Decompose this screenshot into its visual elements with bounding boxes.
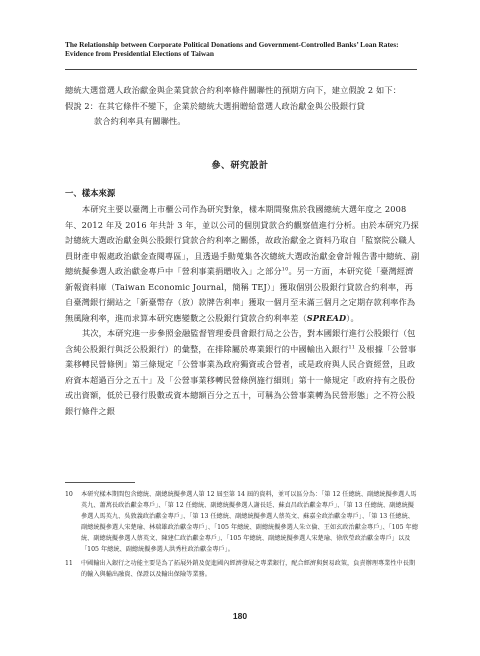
p1-text-a: 本研究主要以臺灣上市櫃公司作為研究對象，樣本期間聚焦於我國總統大選年度之 2008 年、2012 年及 2016 年共計 3 年，並以公司的個別貸款合約觀察值進行分析。由於本研究乃探討總統大選政治獻金與公股銀行貸款合約利率之關係，故政治獻金之資料乃取自「監察院公職人員財產申報處政治獻金查閱專區」，且透過手動蒐集各次總統大選政治獻金會計報告書中總統、副總統擬參選人政治獻金專戶中「營利事業捐贈收入」之部分	[65, 204, 420, 276]
sample-paragraph-1	[65, 202, 420, 326]
p2-text-b: 及根據「公營事業移轉民營條例」第三條規定「公營事業為政府獨資或合營者，或是政府與人民合資經營，且政府資本超過百分之五十」及「公營事業移轉民營條例施行細則」第十一條規定「政府持有之股份或出資額，低於已發行股數或資本總額百分之五十，可稱為公營事業轉為民營形態」之不符公股銀行條件之銀	[65, 343, 417, 416]
p1-text-b: 。另一方面，本研究從「臺灣經濟新報資料庫（Taiwan Economic Journal，簡稱 TEJ）」獲取個別公股銀行貸款合約利率，再自臺灣銀行網站之「新臺幣存（放）款牌告利率」獲取一個月至未滿三個月之定期存款利率作為無風險利率，進而求算本研究應變數之公股銀行貸款合約利率差（	[65, 266, 416, 323]
intro-paragraph: 總統大選當選人政治獻金與企業貸款合約利率條件關聯性的預期方向下，建立假說 2 如下：	[65, 85, 402, 95]
subsection-title: 一、樣本來源	[65, 188, 116, 198]
footnotes	[65, 490, 420, 585]
page-number: 180	[232, 611, 248, 621]
header-divider	[65, 69, 417, 70]
footnote-10	[65, 490, 420, 555]
footnote-number: 11	[65, 560, 73, 568]
footnote-divider	[65, 482, 135, 483]
footnote-11	[65, 559, 420, 581]
running-header-line1: The Relationship between Corporate Political Donations and Government-Controlled Banks’ Loan Rates:	[65, 40, 399, 49]
running-header-line2: Evidence from Presidential Elections of Taiwan	[65, 49, 214, 58]
spread-variable: SPREAD	[306, 312, 347, 323]
intro-block	[65, 83, 420, 130]
sample-paragraph-2	[65, 326, 420, 419]
p1-text-c: ）。	[346, 312, 359, 323]
footnote-ref-10: 10	[281, 266, 289, 273]
running-header	[65, 40, 425, 58]
footnote-ref-11: 11	[348, 343, 356, 350]
section-title: 參、研究設計	[211, 161, 269, 171]
main-body	[65, 202, 420, 419]
p2-text-a: 其次，本研究進一步參照金融監督管理委員會銀行局之公告，對本國銀行進行公股銀行（包含純公股銀行與泛公股銀行）的彙整，在排除屬於專業銀行的中國輸出入銀行	[65, 328, 416, 354]
footnote-text: 本研究樣本期間包含總統、副總統擬參選人第 12 屆至第 14 屆的資料，並可以區分為：「第 12 任總統、副總統擬參選人馬英九、蕭萬長政治獻金專戶」、「第 12 任總統、副總統擬參選人謝長廷、蘇貞昌政治獻金專戶」、「第 13 任總統、副總統擬參選人馬英九、吳敦義政治獻金專戶」、「第 13 任總統、副總統擬參選人蔡英文、蘇嘉全政治獻金專戶」、「第 13 任總統、副總統擬參選人宋楚瑜、林瑞雄政治獻金專戶」、「105 年總統、副總統擬參選人朱立倫、王如玄政治獻金專戶」、「105 年總統、副總統擬參選人蔡英文、陳建仁政治獻金專戶」、「105 年總統、副總統擬參選人宋楚瑜、徐欣瑩政治獻金專戶」以及「105 年總統、副總統擬參選人洪秀柱政治獻金專戶」。	[81, 491, 418, 553]
hypothesis-2-line1: 假說 2：在其它條件不變下，企業於總統大選捐贈給當選人政治獻金與公股銀行貸	[65, 100, 365, 111]
footnote-number: 10	[65, 491, 73, 498]
hypothesis-2-line2: 款合約利率具有關聯性。	[94, 116, 186, 126]
footnote-text: 中國輸出入銀行之功能主要是為了拓展外銷及促進國內經濟發展之專業銀行，配合經濟與貿易政策，負責辦理專業性中長期的輸入與輸出融資、保證以及輸出保險等業務。	[81, 560, 416, 579]
